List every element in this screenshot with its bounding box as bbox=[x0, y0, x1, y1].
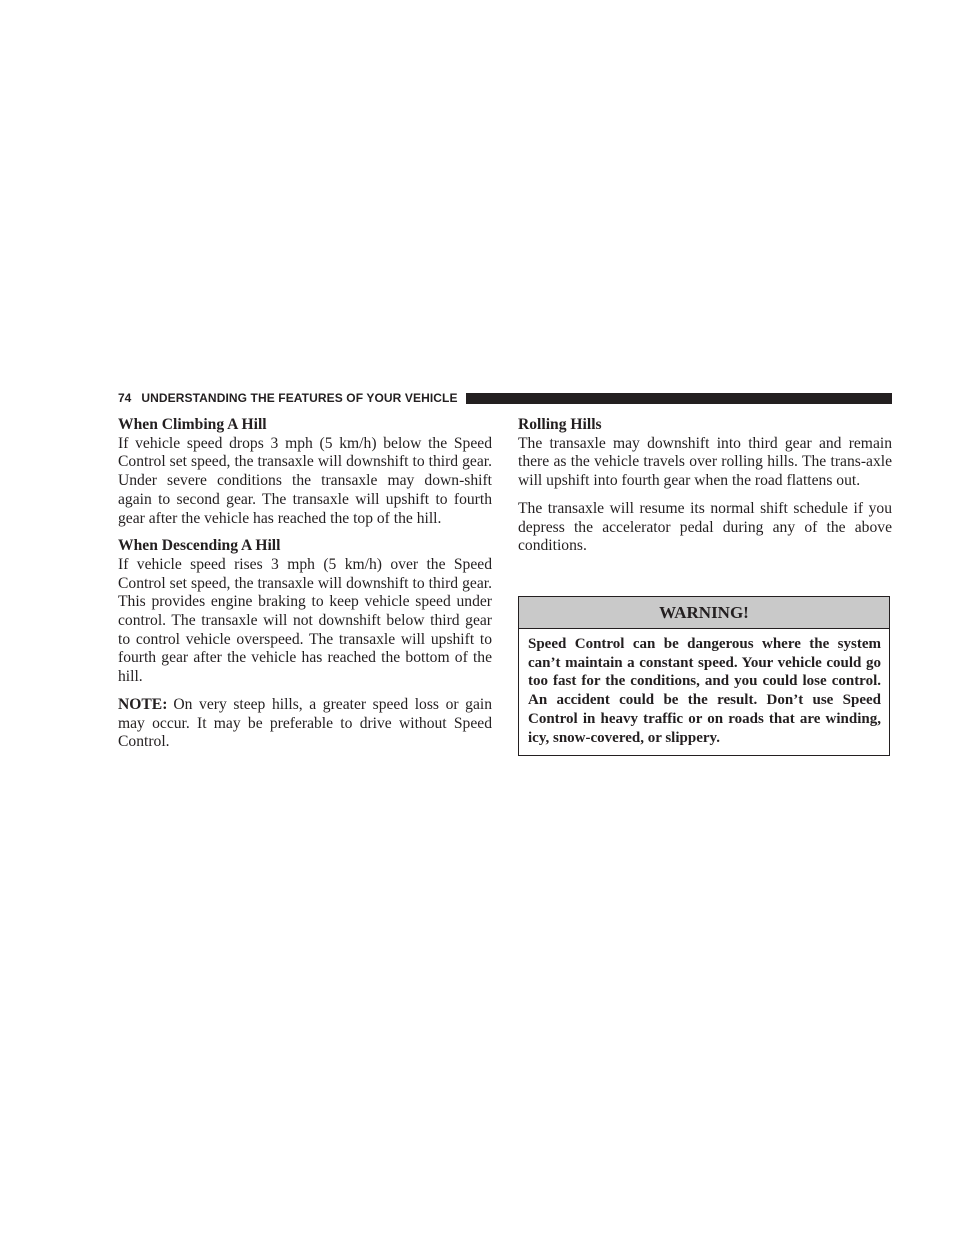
rolling-heading: Rolling Hills bbox=[518, 416, 602, 433]
left-column bbox=[118, 416, 492, 752]
descending-paragraph: If vehicle speed rises 3 mph (5 km/h) over the Speed Control set speed, the transaxle will downshift to third gear. This provides engine braking to keep vehicle speed under control. The transaxle will not downshift below third gear to control vehicle overspeed. The transaxle will upshift to fourth gear after the vehicle has reached the bottom of the hill. bbox=[118, 555, 492, 686]
page-header bbox=[118, 390, 892, 406]
note-paragraph bbox=[118, 696, 492, 752]
warning-text: Speed Control can be dangerous where the system can’t maintain a constant speed. Your vehicle could go too fast for the conditions, and you could lose control. An accident could be the result. Don’t use Speed Control in heavy traffic or on roads that are winding, icy, snow-covered, or slippery. bbox=[528, 636, 881, 746]
warning-title: WARNING! bbox=[519, 597, 889, 629]
section-title: UNDERSTANDING THE FEATURES OF YOUR VEHICLE bbox=[141, 391, 458, 405]
note-label: NOTE: bbox=[118, 695, 168, 713]
resume-paragraph: The transaxle will resume its normal shift schedule if you depress the accelerator pedal during any of the above conditions. bbox=[518, 499, 892, 555]
right-column bbox=[518, 416, 892, 556]
climbing-paragraph: If vehicle speed drops 3 mph (5 km/h) below the Speed Control set speed, the transaxle will downshift to third gear. Under severe conditions the transaxle may down-shift again to second gear. The transaxle will upshift to fourth gear after the vehicle has reached the top of the hill. bbox=[118, 434, 492, 527]
header-rule bbox=[466, 393, 892, 404]
warning-box bbox=[518, 596, 890, 756]
page-number: 74 bbox=[118, 391, 132, 405]
descending-heading: When Descending A Hill bbox=[118, 537, 281, 555]
rolling-paragraph: The transaxle may downshift into third gear and remain there as the vehicle travels over rolling hills. The trans-axle will upshift into fourth gear when the road flattens out. bbox=[518, 434, 892, 490]
note-text: On very steep hills, a greater speed loss or gain may occur. It may be preferable to drive without Speed Control. bbox=[118, 695, 492, 751]
climbing-heading: When Climbing A Hill bbox=[118, 416, 267, 433]
